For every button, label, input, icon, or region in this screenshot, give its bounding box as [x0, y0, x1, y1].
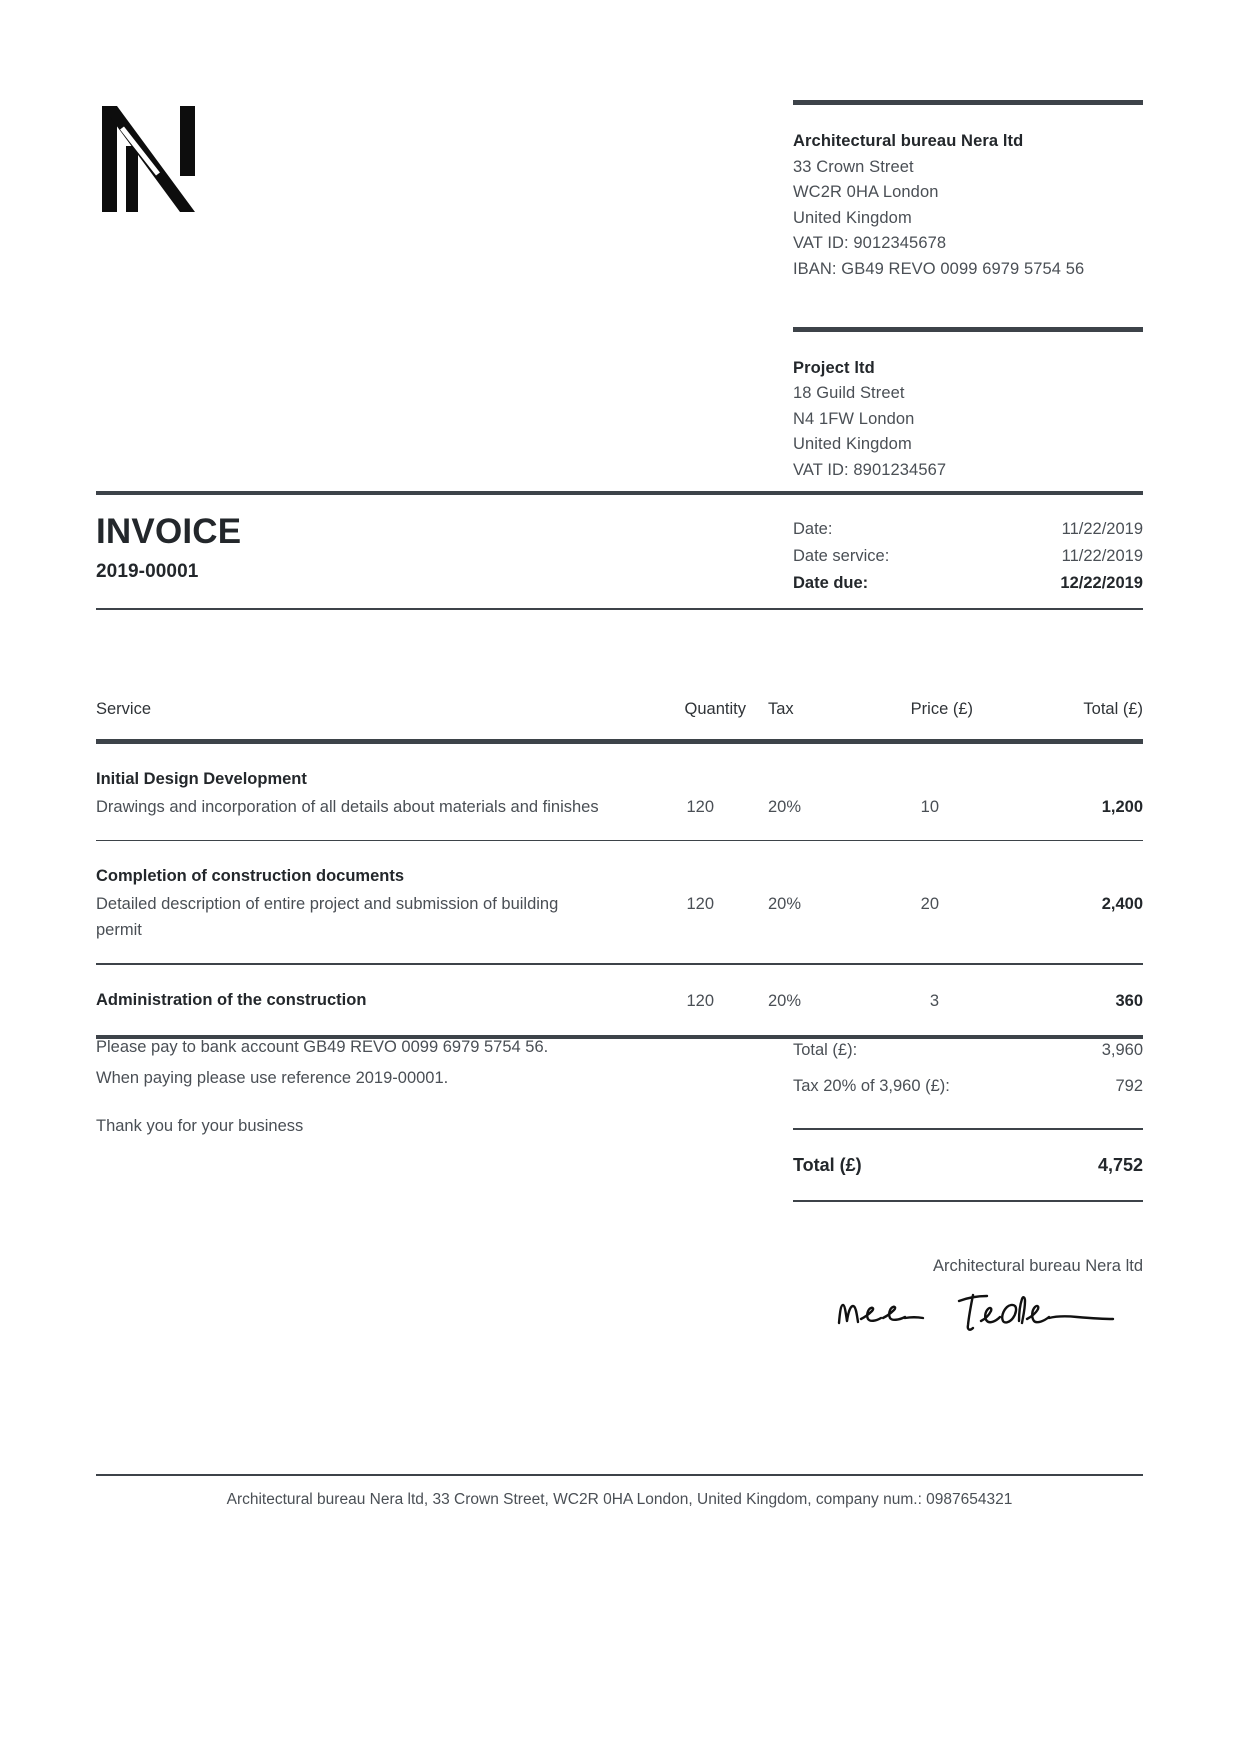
date-row-due: [793, 570, 1143, 597]
date-row-issued: [793, 516, 1143, 543]
row-tax: 20%: [768, 991, 802, 1010]
sender-city: WC2R 0HA London: [793, 183, 939, 202]
subtotal-value: 3,960: [1101, 1041, 1143, 1059]
divider-recipient-top: [793, 327, 1143, 332]
signature-block: [793, 1253, 1143, 1344]
header-quantity: Quantity: [684, 700, 746, 718]
invoice-title-band: [96, 512, 1143, 604]
row-service-title: Administration of the construction: [96, 990, 367, 1009]
grand-total-value: 4,752: [1097, 1154, 1143, 1175]
table-row: [96, 744, 1143, 840]
recipient-vat: VAT ID: 8901234567: [793, 460, 947, 479]
subtotal-label: Total (£):: [793, 1041, 858, 1059]
invoice-header: [96, 100, 1143, 479]
totals-grand-row: [793, 1150, 1143, 1180]
recipient-street: 18 Guild Street: [793, 384, 905, 403]
date-row-service: [793, 543, 1143, 570]
recipient-city: N4 1FW London: [793, 409, 915, 428]
invoice-dates: [793, 516, 1143, 597]
tax-label: Tax 20% of 3,960 (£):: [793, 1077, 950, 1095]
row-quantity: 120: [686, 895, 714, 914]
row-total: 360: [1115, 991, 1143, 1010]
header-price: Price (£): [910, 700, 973, 718]
payment-note-line-1: Please pay to bank account GB49 REVO 0099 6979 5754 56.: [96, 1038, 549, 1056]
divider-totals-top: [793, 1128, 1143, 1130]
totals-tax-row: [793, 1068, 1143, 1104]
date-label: Date:: [793, 520, 833, 538]
row-service-cell: [96, 987, 651, 1015]
sender-iban: IBAN: GB49 REVO 0099 6979 5754 56: [793, 259, 1085, 278]
row-tax: 20%: [768, 895, 802, 914]
header-service: Service: [96, 700, 152, 718]
row-service-cell: [96, 766, 651, 820]
recipient-country: United Kingdom: [793, 435, 912, 454]
date-value: 11/22/2019: [1061, 520, 1143, 538]
divider-sender-top: [793, 100, 1143, 105]
page-footer: Architectural bureau Nera ltd, 33 Crown Street, WC2R 0HA London, United Kingdom, company num.: 0987654321: [226, 1491, 1013, 1508]
row-quantity: 120: [686, 991, 714, 1010]
header-total: Total (£): [1083, 700, 1143, 718]
signature-icon: [793, 1287, 1143, 1344]
payment-note-line-3: Thank you for your business: [96, 1117, 304, 1135]
row-service-cell: [96, 863, 651, 943]
divider-title-top: [96, 491, 1143, 495]
row-service-title: Completion of construction documents: [96, 867, 404, 886]
company-logo-icon: [96, 100, 216, 218]
sender-name: Architectural bureau Nera ltd: [793, 132, 1024, 150]
sender-vat: VAT ID: 9012345678: [793, 234, 947, 253]
address-column: [793, 100, 1143, 484]
row-service-title: Initial Design Development: [96, 769, 307, 788]
line-items-table: [96, 700, 1143, 1039]
payment-note-line-2: When paying please use reference 2019-00001.: [96, 1069, 449, 1087]
table-header-row: [96, 700, 1143, 739]
recipient-name: Project ltd: [793, 358, 875, 377]
payment-note: [96, 1032, 656, 1202]
row-total: 2,400: [1101, 895, 1143, 914]
header-tax: Tax: [768, 700, 794, 718]
divider-title-bottom: [96, 608, 1143, 610]
row-quantity: 120: [686, 797, 714, 816]
divider-totals-bottom: [793, 1200, 1143, 1202]
date-due-value: 12/22/2019: [1060, 574, 1143, 592]
row-tax: 20%: [768, 797, 802, 816]
row-service-description: Detailed description of entire project and submission of building permit: [96, 895, 559, 940]
date-service-value: 11/22/2019: [1061, 547, 1143, 565]
date-service-label: Date service:: [793, 547, 890, 565]
divider-footer: [96, 1474, 1143, 1476]
row-service-description: Drawings and incorporation of all details about materials and finishes: [96, 797, 599, 816]
row-price: 20: [920, 895, 939, 914]
tax-value: 792: [1115, 1077, 1143, 1095]
invoice-number: 2019-00001: [96, 561, 199, 582]
date-due-label: Date due:: [793, 574, 869, 592]
sender-street: 33 Crown Street: [793, 157, 914, 176]
recipient-address: [793, 356, 1143, 484]
signature-company-name: Architectural bureau Nera ltd: [932, 1257, 1143, 1275]
table-row: [96, 965, 1143, 1035]
grand-total-label: Total (£): [793, 1154, 862, 1175]
totals-block: [793, 1032, 1143, 1202]
summary-section: [96, 1032, 1143, 1202]
sender-country: United Kingdom: [793, 208, 912, 227]
row-price: 10: [920, 797, 939, 816]
row-price: 3: [929, 991, 939, 1010]
totals-subtotal-row: [793, 1032, 1143, 1068]
page-title: INVOICE: [96, 512, 242, 551]
table-row: [96, 841, 1143, 963]
sender-address: [793, 129, 1143, 283]
row-total: 1,200: [1101, 797, 1143, 816]
